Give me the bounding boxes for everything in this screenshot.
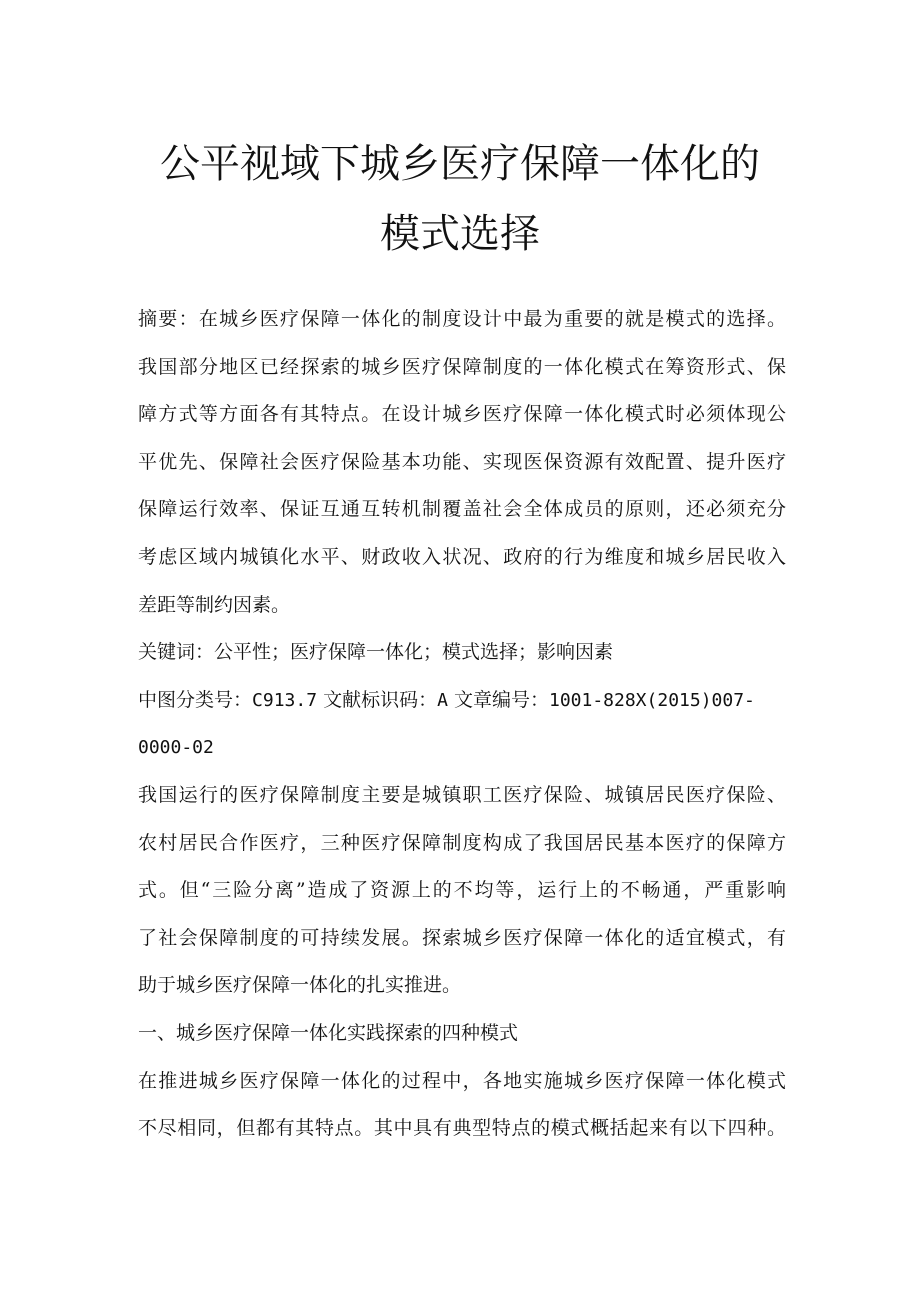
abstract-line: 考虑区域内城镇化水平、财政收入状况、政府的行为维度和城乡居民收入 xyxy=(138,545,786,568)
document-title-line-2: 模式选择 xyxy=(380,211,540,257)
abstract-line: 摘要：在城乡医疗保障一体化的制度设计中最为重要的就是模式的选择。 xyxy=(138,308,786,330)
article-number-label: 文章编号： xyxy=(447,688,549,711)
section-paragraph xyxy=(138,1058,786,1153)
intro-line: 助于城乡医疗保障一体化的扎实推进。 xyxy=(138,974,462,997)
abstract-line: 保障运行效率、保证互通互转机制覆盖社会全体成员的原则，还必须充分 xyxy=(138,498,786,521)
section-line: 不尽相同，但都有其特点。其中具有典型特点的模式概括起来有以下四种。 xyxy=(138,1117,786,1140)
document-body xyxy=(138,296,786,1153)
section-line: 在推进城乡医疗保障一体化的过程中，各地实施城乡医疗保障一体化模式 xyxy=(138,1069,786,1092)
intro-paragraph xyxy=(138,772,786,1010)
abstract-line: 障方式等方面各有其特点。在设计城乡医疗保障一体化模式时必须体现公 xyxy=(138,403,786,426)
abstract-paragraph xyxy=(138,296,786,629)
section-heading: 一、城乡医疗保障一体化实践探索的四种模式 xyxy=(138,1021,519,1044)
keywords-line: 关键词：公平性；医疗保障一体化；模式选择；影响因素 xyxy=(138,641,614,664)
clc-number: C913.7 xyxy=(252,689,318,711)
doc-code: A xyxy=(437,689,448,711)
article-number-part-1: 1001-828X(2015)007- xyxy=(548,689,755,711)
intro-line: 了社会保障制度的可持续发展。探索城乡医疗保障一体化的适宜模式，有 xyxy=(138,926,786,949)
classification-line-continued xyxy=(138,724,786,772)
intro-line: 农村居民合作医疗，三种医疗保障制度构成了我国居民基本医疗的保障方 xyxy=(138,831,786,854)
abstract-line: 我国部分地区已经探索的城乡医疗保障制度的一体化模式在筹资形式、保 xyxy=(138,355,786,378)
abstract-line: 平优先、保障社会医疗保险基本功能、实现医保资源有效配置、提升医疗 xyxy=(138,450,786,473)
classification-line xyxy=(138,677,786,725)
article-number-part-2: 0000-02 xyxy=(138,737,214,759)
document-title-line-1: 公平视域下城乡医疗保障一体化的 xyxy=(160,141,760,187)
doc-code-label: 文献标识码： xyxy=(317,688,438,711)
intro-line: 式。但“三险分离”造成了资源上的不均等，运行上的不畅通，严重影响 xyxy=(138,879,786,902)
intro-line: 我国运行的医疗保障制度主要是城镇职工医疗保险、城镇居民医疗保险、 xyxy=(138,783,786,806)
abstract-line: 差距等制约因素。 xyxy=(138,593,291,616)
classification-prefix: 中图分类号： xyxy=(138,688,253,711)
